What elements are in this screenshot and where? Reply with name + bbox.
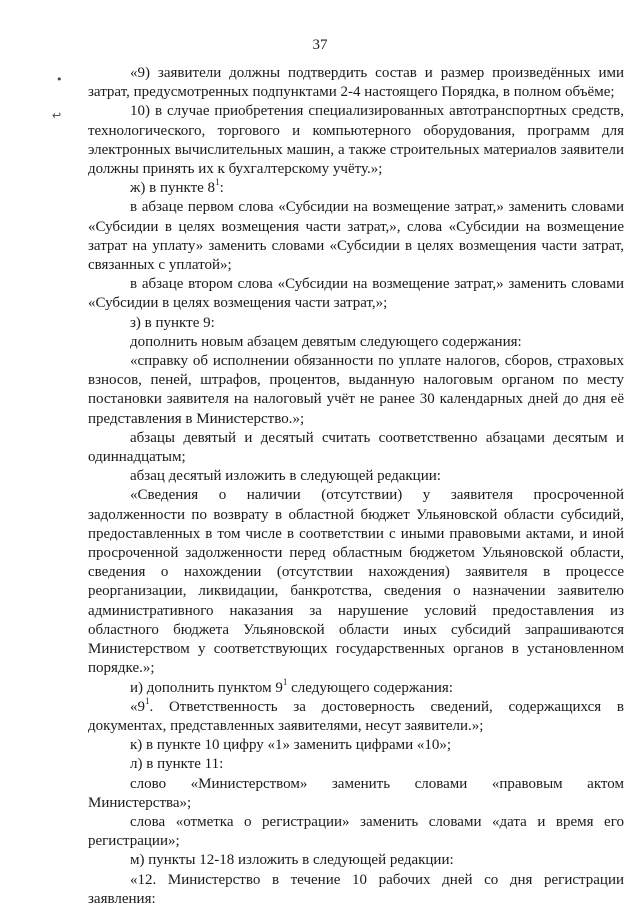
paragraph: в абзаце первом слова «Субсидии на возмещение затрат,» заменить словами «Субсидии в целях возмещения части затрат,», слова «Субсидии на возмещение затрат на уплату» заменить словами «Субсидии в целях возмещения части затрат, связанных с уплатой»;: [88, 199, 624, 274]
page-number: 37: [312, 37, 328, 53]
paragraph: ж) в пункте $8^1$:: [130, 177, 224, 197]
paragraph: з) в пункте 9:: [130, 314, 215, 331]
paragraph: «9) заявители должны подтвердить состав и размер произведённых ими затрат, предусмотренных подпунктами 2-4 настоящего Порядка, в полном объёме;: [88, 65, 624, 101]
margin-dot-mark: •: [56, 73, 63, 86]
paragraph: л) в пункте 11:: [130, 756, 224, 773]
paragraph: «$9^1$. Ответственность за достоверность сведений, содержащихся в документах, представленных заявителями, несут заявители.»;: [88, 695, 624, 734]
paragraph: абзацы девятый и десятый считать соответственно абзацами десятым и одиннадцатым;: [88, 429, 624, 466]
paragraph: 10) в случае приобретения специализированных автотранспортных средств, технологического, торгового и компьютерного оборудования, программ для электронных вычислительных машин, а также строительных материалов заявители должны принять их к бухгалтерскому учёту.»;: [88, 103, 624, 178]
paragraph: «Сведения о наличии (отсутствии) у заявителя просроченной задолженности по возврату в областной бюджет Ульяновской области субсидий, предоставленных в том числе в соответствии с иными правовыми актами, и иной просроченной задолженности перед областным бюджетом Ульяновской области, сведения о нахождении (отсутствии нахождения) заявителя в процессе реорганизации, ликвидации, банкротства, сведения о назначении заявителю административного наказания за нарушение условий предоставления из областного бюджета Ульяновской области иных субсидий запрашиваются Министерством у соответствующих государственных органов в установленном порядке.»;: [88, 487, 624, 677]
margin-arrow-mark: ↩: [52, 109, 62, 122]
paragraph: м) пункты 12-18 изложить в следующей редакции:: [130, 852, 454, 869]
paragraph: «12. Министерство в течение 10 рабочих дней со дня регистрации заявления:: [88, 871, 624, 907]
paragraph: абзац десятый изложить в следующей редакции:: [130, 468, 441, 485]
paragraph: «справку об исполнении обязанности по уплате налогов, сборов, страховых взносов, пеней, штрафов, процентов, выданную налоговым органом по месту постановки заявителя на налоговый учёт не ранее 30 календарных дней до дня её представления в Министерство.»;: [88, 353, 624, 427]
paragraph: и) дополнить пунктом $9^1$ следующего содержания:: [130, 676, 453, 696]
paragraph: в абзаце втором слова «Субсидии на возмещение затрат,» заменить словами «Субсидии в целях возмещения части затрат,»;: [88, 276, 624, 312]
paragraph: дополнить новым абзацем девятым следующего содержания:: [130, 333, 522, 350]
paragraph: слова «отметка о регистрации» заменить словами «дата и время его регистрации»;: [88, 813, 624, 850]
paragraph: к) в пункте 10 цифру «1» заменить цифрами «10»;: [130, 737, 452, 754]
document-body: [88, 64, 624, 909]
paragraph: слово «Министерством» заменить словами «правовым актом Министерства»;: [88, 775, 624, 811]
